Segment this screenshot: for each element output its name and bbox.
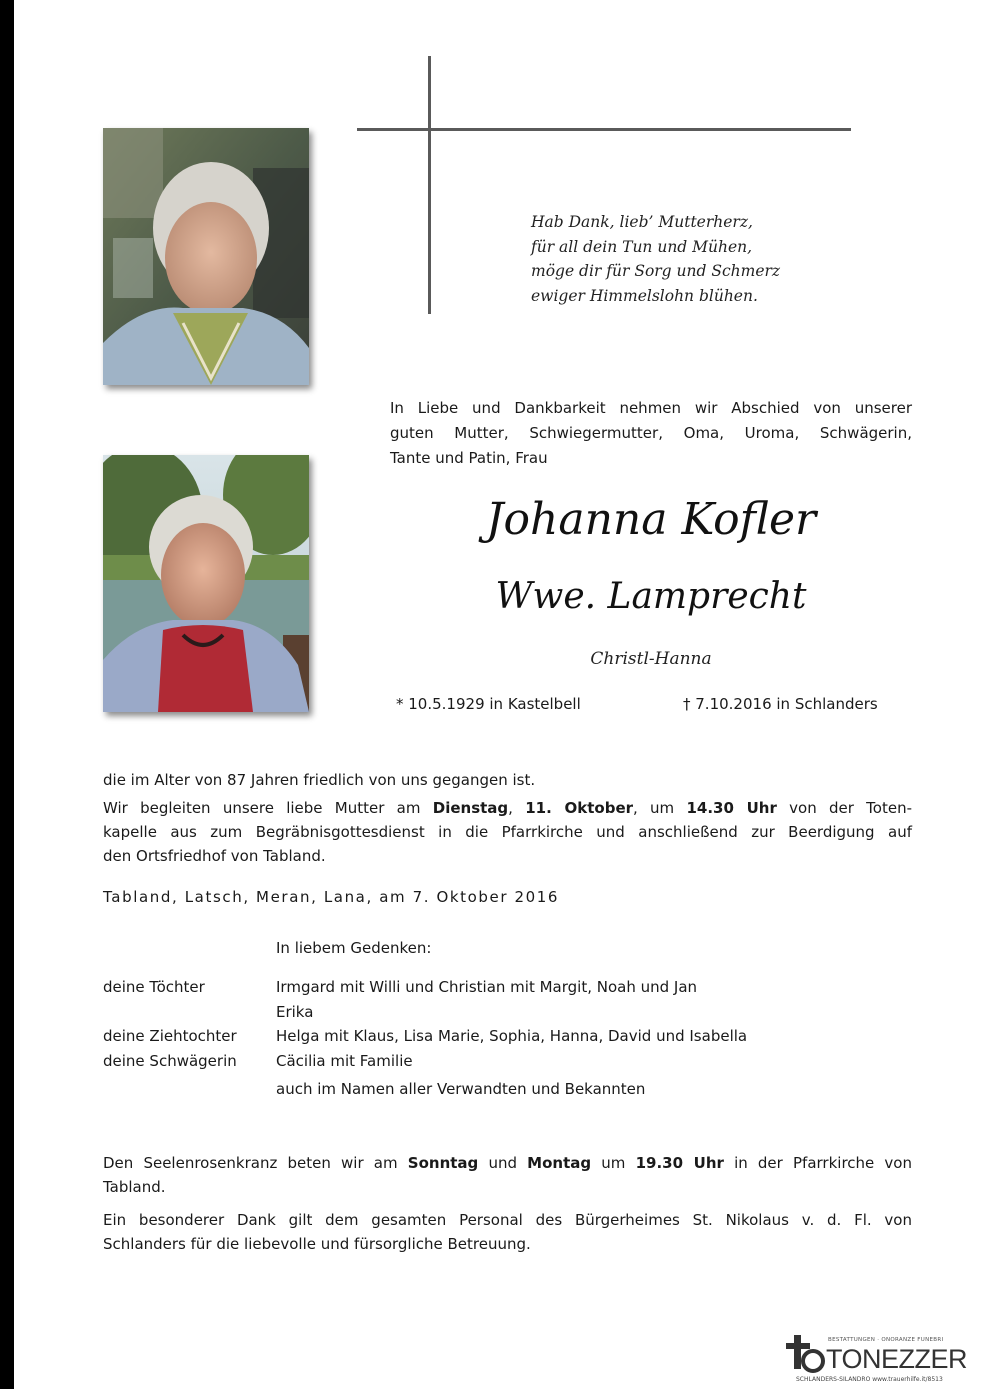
intro-paragraph [390, 396, 912, 471]
family-row-relatives [103, 1077, 912, 1102]
family-row-foster-daughter [103, 1024, 912, 1049]
poem-line: für all dein Tun und Mühen, [531, 237, 753, 256]
funeral-line-1: Wir begleiten unsere liebe Mutter am Dienstag, 11. Oktober, um 14.30 Uhr von der Toten- [103, 799, 912, 817]
birth-date: * 10.5.1929 in Kastelbell [396, 695, 581, 713]
left-border-bar [0, 0, 14, 1389]
rosary-line-1: Den Seelenrosenkranz beten wir am Sonntag und Montag um 19.30 Uhr in der Pfarrkirche von [103, 1154, 912, 1172]
family-names: Erika [276, 1002, 314, 1021]
poem-verse [531, 210, 831, 308]
rosary-line-2: Tabland. [103, 1178, 166, 1196]
logo-location: SCHLANDERS-SILANDRO www.trauerhilfe.it/8513 [796, 1376, 943, 1383]
cross-horizontal-bar [357, 128, 851, 131]
family-label: deine Schwägerin [103, 1051, 237, 1070]
family-label: deine Töchter [103, 978, 205, 996]
nickname: Christl-Hanna [590, 649, 712, 669]
family-label [103, 1077, 276, 1102]
poem-line: Hab Dank, lieb’ Mutterherz, [531, 213, 753, 231]
rosary-day-2: Montag [527, 1154, 592, 1172]
funeral-date: 11. Oktober [525, 799, 634, 817]
age-statement: die im Alter von 87 Jahren friedlich von uns gegangen ist. [103, 771, 536, 789]
funeral-home-logo [786, 1333, 968, 1385]
family-row-daughters [103, 975, 912, 1000]
portrait-photo-lake [103, 455, 309, 712]
rosary-time: 19.30 Uhr [635, 1154, 724, 1172]
memory-heading: In liebem Gedenken: [276, 939, 432, 957]
family-label [103, 1000, 276, 1025]
family-names: Cäcilia mit Familie [276, 1051, 413, 1070]
poem-line: ewiger Himmelslohn blühen. [531, 286, 758, 305]
intro-line: Tante und Patin, Frau [390, 449, 548, 467]
family-label: deine Ziehtochter [103, 1027, 237, 1045]
intro-line: In Liebe und Dankbarkeit nehmen wir Abschied von unserer [390, 399, 912, 417]
poem-line: möge dir für Sorg und Schmerz [531, 262, 781, 280]
family-names: auch im Namen aller Verwandten und Bekannten [276, 1080, 646, 1098]
logo-cross-icon [786, 1333, 826, 1375]
death-date: † 7.10.2016 in Schlanders [683, 695, 878, 713]
family-row-daughters-2 [103, 1000, 912, 1025]
portrait-photo-garden [103, 128, 309, 385]
logo-tagline: BESTATTUNGEN · ONORANZE FUNEBRI [828, 1337, 944, 1343]
family-row-sister-in-law [103, 1049, 912, 1074]
place-and-date: Tabland, Latsch, Meran, Lana, am 7. Oktober 2016 [103, 888, 560, 906]
family-names: Irmgard mit Willi und Christian mit Margit, Noah und Jan [276, 978, 698, 996]
family-names: Helga mit Klaus, Lisa Marie, Sophia, Hanna, David und Isabella [276, 1027, 748, 1045]
widow-of-name: Wwe. Lamprecht [495, 576, 807, 617]
funeral-time: 14.30 Uhr [686, 799, 777, 817]
logo-name: TONEZZER [826, 1344, 968, 1374]
thanks-line-2: Schlanders für die liebevolle und fürsorgliche Betreuung. [103, 1235, 531, 1253]
funeral-line-2: kapelle aus zum Begräbnisgottesdienst in die Pfarrkirche und anschließend zur Beerdigung auf [103, 823, 912, 841]
thanks-paragraph [103, 1208, 912, 1256]
deceased-name: Johanna Kofler [485, 494, 817, 545]
family-list [103, 975, 912, 1102]
intro-line: guten Mutter, Schwiegermutter, Oma, Uroma, Schwägerin, [390, 424, 912, 442]
funeral-paragraph [103, 796, 912, 868]
cross-vertical-bar [428, 56, 431, 314]
funeral-day: Dienstag [432, 799, 509, 817]
funeral-line-3: den Ortsfriedhof von Tabland. [103, 847, 326, 865]
rosary-day-1: Sonntag [407, 1154, 479, 1172]
rosary-paragraph [103, 1151, 912, 1199]
thanks-line-1: Ein besonderer Dank gilt dem gesamten Personal des Bürgerheimes St. Nikolaus v. d. Fl. von [103, 1211, 912, 1229]
